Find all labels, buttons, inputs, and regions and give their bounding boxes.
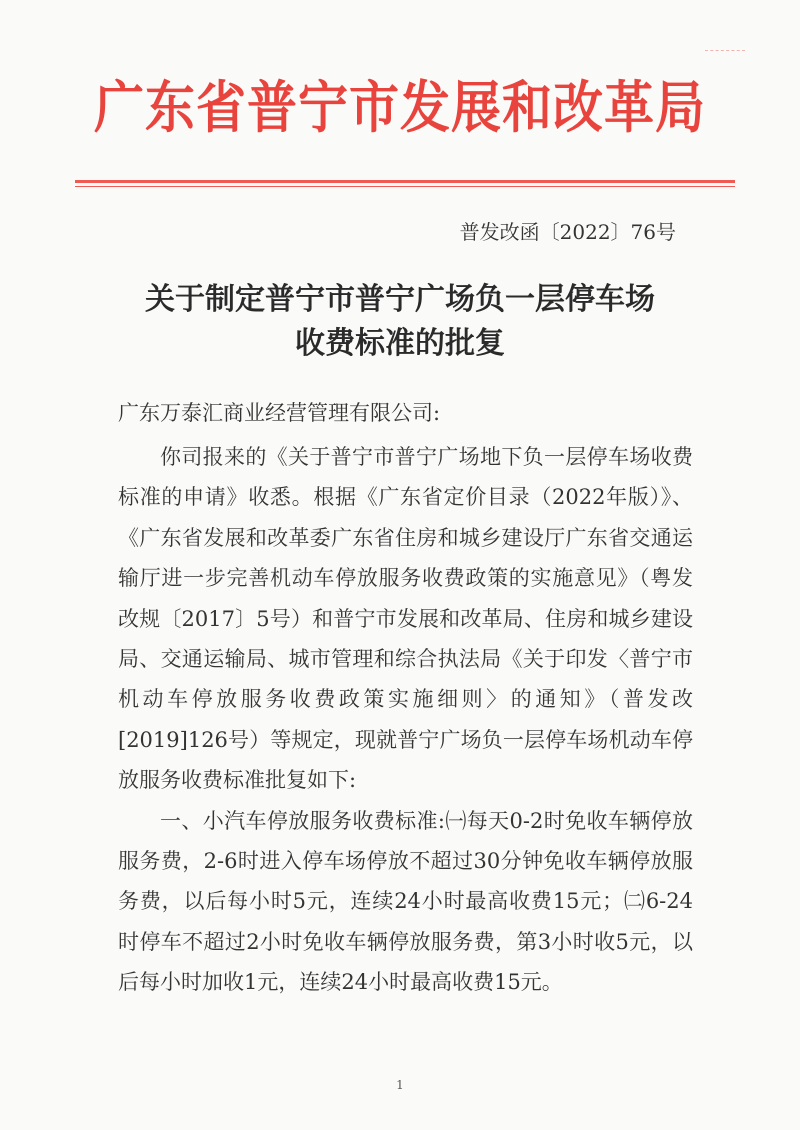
masthead-red-rule-thin bbox=[75, 186, 735, 187]
issuing-authority-masthead: 广东省普宁市发展和改革局 bbox=[94, 74, 706, 141]
document-number: 普发改函〔2022〕76号 bbox=[459, 220, 676, 244]
addressee: 广东万泰汇商业经营管理有限公司: bbox=[118, 401, 441, 425]
document-title bbox=[0, 278, 800, 366]
masthead-red-rule bbox=[75, 180, 735, 183]
document-body bbox=[118, 437, 693, 1003]
body-paragraph-2: 一、小汽车停放服务收费标准:㈠每天0-2时免收车辆停放服务费，2-6时进入停车场停放不超过30分钟免收车辆停放服务费，以后每小时5元，连续24小时最高收费15元；㈡6-24时停车不超过2小时免收车辆停放服务费，第3小时收5元，以后每小时加收1元，连续24小时最高收费15元。 bbox=[118, 808, 693, 995]
title-line-2: 收费标准的批复 bbox=[295, 326, 505, 361]
body-paragraph-1: 你司报来的《关于普宁市普宁广场地下负一层停车场收费标准的申请》收悉。根据《广东省定价目录（2022年版）》、《广东省发展和改革委广东省住房和城乡建设厅广东省交通运输厅进一步完善机动车停放服务收费政策的实施意见》（粤发改规〔2017〕5号）和普宁市发展和改革局、住房和城乡建设局、交通运输局、城市管理和综合执法局《关于印发〈普宁市机动车停放服务收费政策实施细则〉的通知》（普发改[2019]126号）等规定，现就普宁广场负一层停车场机动车停放服务收费标准批复如下: bbox=[118, 445, 693, 793]
scan-mark bbox=[705, 50, 745, 57]
title-line-1: 关于制定普宁市普宁广场负一层停车场 bbox=[145, 282, 655, 317]
page-number: 1 bbox=[396, 1078, 404, 1092]
